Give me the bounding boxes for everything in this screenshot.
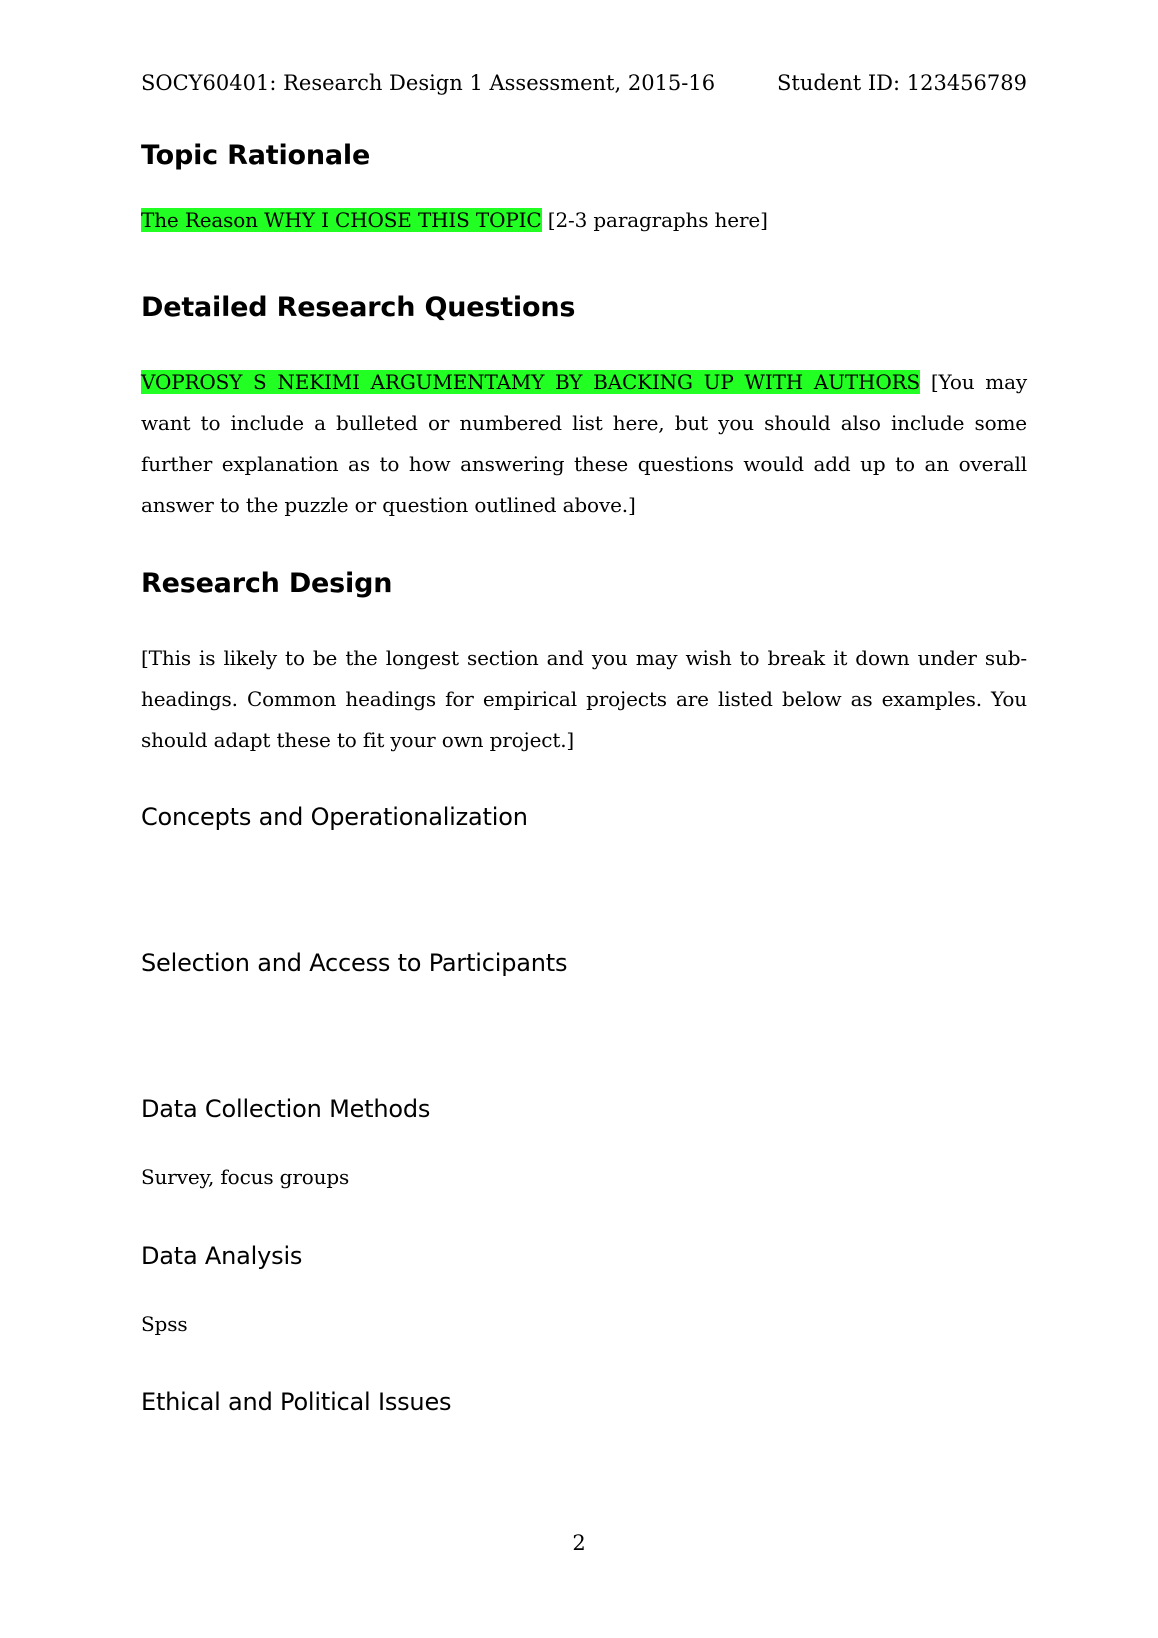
placeholder-text: [2-3 paragraphs here] xyxy=(541,208,768,232)
highlighted-text: The Reason WHY I CHOSE THIS TOPIC xyxy=(141,208,542,232)
heading-detailed-research-questions: Detailed Research Questions xyxy=(141,292,576,323)
student-id: Student ID: 123456789 xyxy=(777,71,1027,95)
highlighted-text: VOPROSY S NEKIMI ARGUMENTAMY BY BACKING UP WITH AUTHORS xyxy=(141,370,921,394)
topic-rationale-paragraph xyxy=(141,205,1027,235)
data-analysis-text: Spss xyxy=(141,1312,188,1336)
page-number: 2 xyxy=(572,1531,586,1555)
heading-research-design: Research Design xyxy=(141,568,393,599)
subheading-selection: Selection and Access to Participants xyxy=(141,949,568,977)
subheading-ethical-issues: Ethical and Political Issues xyxy=(141,1388,452,1416)
research-questions-paragraph xyxy=(141,362,1027,526)
research-design-paragraph: [This is likely to be the longest section and you may wish to break it down under sub-headings. Common headings for empirical projects are listed below as examples. You should adapt these to fit your own project.] xyxy=(141,646,1027,752)
subheading-concepts: Concepts and Operationalization xyxy=(141,803,528,831)
data-collection-text: Survey, focus groups xyxy=(141,1165,350,1189)
placeholder-text: [You may want to include a bulleted or numbered list here, but you should also include some further explanation as to how answering these questions would add up to an overall answer to the puzzle or question outlined above.] xyxy=(141,370,1027,517)
subheading-data-collection: Data Collection Methods xyxy=(141,1095,431,1123)
heading-topic-rationale: Topic Rationale xyxy=(141,140,371,171)
subheading-data-analysis: Data Analysis xyxy=(141,1242,303,1270)
course-title: SOCY60401: Research Design 1 Assessment, 2015-16 xyxy=(141,71,716,95)
